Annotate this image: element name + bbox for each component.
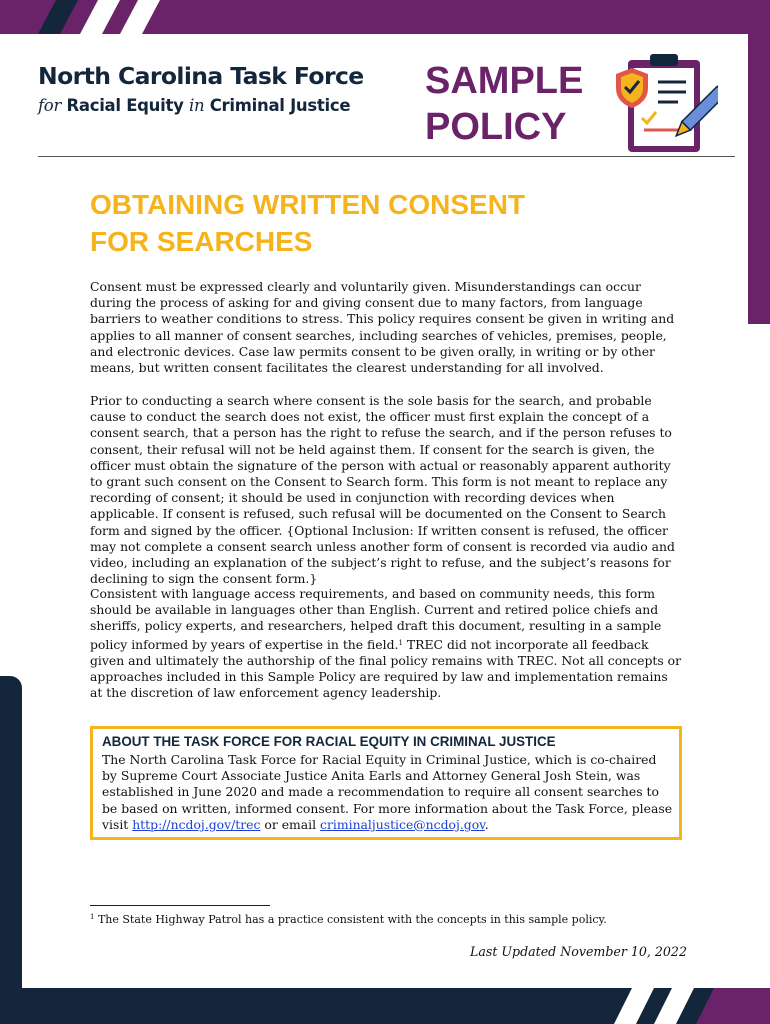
top-stripe-decoration [38,0,198,34]
email-link[interactable]: criminaljustice@ncdoj.gov [320,816,485,832]
footnote-number: 1 [90,913,95,921]
bottom-stripe-decoration [610,988,770,1024]
page-title [90,186,690,260]
paragraph-search-procedure: Prior to conducting a search where consent is the sole basis for the search, and probable cause to conduct the search does not exist, the officer must first explain the concept of a consent search, that a person has the right to refuse the search, and if the person refuses to consent, their refusal will not be held against them. If consent for the search is given, the officer must obtain the signature of the person with actual or reasonably apparent authority to grant such consent on the Consent to Search form. This form is not meant to replace any recording of consent; it should be used in conjunction with recording devices when applicable. If consent is refused, such refusal will be documented on the Consent to Search form and signed by the officer. {Optional Inclusion: If written consent is refused, the officer may not complete a consent search unless another form of consent is recorded via audio and video, including an explanation of the subject’s right to refuse, and the subject’s reasons for declining to sign the consent form.} [90,393,675,587]
about-text-c: . [484,816,489,832]
org-subtitle [38,96,350,115]
clipboard-pen-shield-icon [614,50,718,156]
footnote-reference[interactable]: 1 [398,638,403,647]
about-text-a: The North Carolina Task Force for Racial Equity in Criminal Justice, which is co-chaired by Supreme Court Associate Justice Anita Earls and Attorney General Josh Stein, was established in June 2020 and made a recommendation to require all consent searches to be based on written, informed consent. For more information about the Task Force, please visit [102,752,673,832]
sample-label-line2: POLICY [425,106,567,148]
org-subtitle-criminal-justice: Criminal Justice [209,96,351,115]
trec-link[interactable]: http://ncdoj.gov/trec [132,816,261,832]
org-subtitle-racial-equity: Racial Equity [66,96,184,115]
paragraph-language-access-b: TREC did not incorporate all feedback given and ultimately the authorship of the final policy remains with TREC. Not all concepts or approaches included in this Sample Policy are required by law and implementation remains at the discretion of law enforcement agency leadership. [90,636,682,701]
about-text [102,752,674,833]
about-heading: ABOUT THE TASK FORCE FOR RACIAL EQUITY IN CRIMINAL JUSTICE [102,734,556,749]
footnote-text: The State Highway Patrol has a practice consistent with the concepts in this sample policy. [94,913,607,926]
page-title-line2: FOR SEARCHES [90,226,313,257]
about-text-b: or email [260,816,321,832]
sample-policy-label [425,58,583,150]
sample-label-line1: SAMPLE [425,60,584,102]
header-divider [38,156,735,157]
page-title-line1: OBTAINING WRITTEN CONSENT [90,189,526,220]
footnote [90,913,607,926]
paragraph-consent-intro: Consent must be expressed clearly and voluntarily given. Misunderstandings can occur during the process of asking for and giving consent due to many factors, from language barriers to weather conditions to stress. This policy requires consent be given in writing and applies to all manner of consent searches, including searches of vehicles, premises, people, and electronic devices. Case law permits consent to be given orally, in writing or by other means, but written consent facilitates the clearest understanding for all involved. [90,279,675,376]
org-name: North Carolina Task Force [38,62,364,90]
right-border-bar [748,34,770,324]
paragraph-language-access [90,586,682,701]
org-subtitle-for: for [38,96,62,115]
paragraph-language-access-a: Consistent with language access requirements, and based on community needs, this form should be available in languages other than English. Current and retired police chiefs and sheriffs, policy experts, and researchers, helped draft this document, resulting in a sample policy informed by years of expertise in the field. [90,586,662,652]
left-border-bar [0,676,22,996]
footnote-divider [90,905,270,906]
org-subtitle-in: in [188,96,205,115]
last-updated: Last Updated November 10, 2022 [470,944,687,959]
